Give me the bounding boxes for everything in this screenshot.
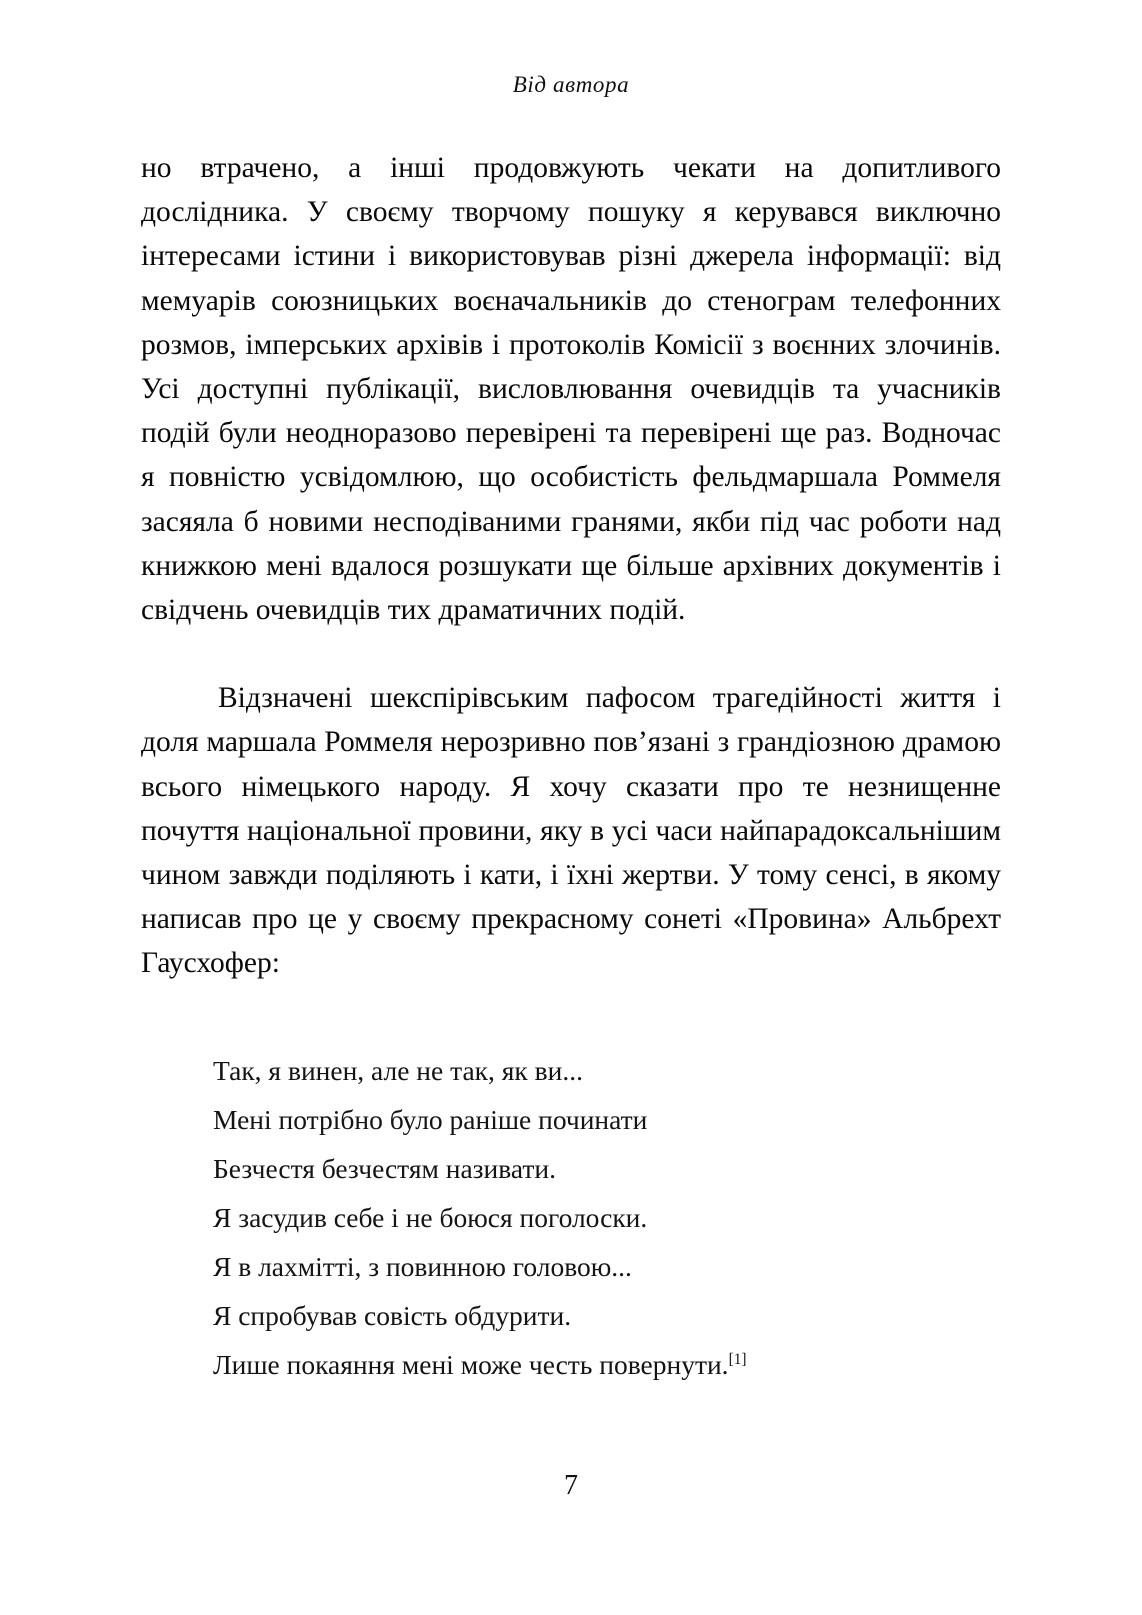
verse-line bbox=[213, 1291, 1001, 1340]
running-head: Від автора bbox=[512, 72, 630, 97]
page-content bbox=[141, 146, 1001, 1389]
body-paragraph-1: но втрачено, а інші продовжують чекати на допитливого дослідника. У своєму творчому пошуку я керувався виключно інтересами істини і використовував різні джерела інформації: від мемуарів союзницьких воєначальників до стенограм телефонних розмов, імперських архівів і протоколів Комісії з воєнних злочинів. Усі доступні публікації, висловлювання очевидців та учасників подій були неодноразово перевірені та перевірені ще раз. Водночас я повністю усвідомлюю, що особистість фельдмаршала Роммеля засяяла б новими несподіваними гранями, якби під час роботи над книжкою мені вдалося розшукати ще більше архівних документів і свідчень очевидців тих драматичних подій. bbox=[141, 152, 1001, 627]
verse-line bbox=[213, 1046, 1001, 1095]
verse-line-text: Так, я винен, але не так, як ви... bbox=[213, 1054, 583, 1086]
footnote-ref[interactable]: [1] bbox=[728, 1350, 747, 1368]
verse-line-text: Лише покаяння мені може честь повернути. bbox=[213, 1348, 729, 1380]
body-paragraph-2: Відзначені шекспірівським пафосом трагедійності життя і доля маршала Роммеля нерозривно пов’язані з грандіозною драмою всього німецького народу. Я хочу сказати про те незнищенне почуття національної провини, яку в усі часи найпарадоксальнішим чином завжди поділяють і кати, і їхні жертви. У тому сенсі, в якому написав про це у своєму прекрасному сонеті «Провина» Альбрехт Гаусхофер: bbox=[141, 682, 1001, 980]
verse-line-text: Я засудив себе і не боюся поголоски. bbox=[213, 1201, 648, 1233]
verse-line bbox=[213, 1340, 1001, 1389]
verse-line-text: Мені потрібно було раніше починати bbox=[213, 1103, 648, 1135]
paragraph-spacer bbox=[141, 632, 1001, 676]
verse-line bbox=[213, 1144, 1001, 1193]
verse-block bbox=[213, 1046, 1001, 1389]
verse-list bbox=[213, 1046, 1001, 1389]
verse-line-text: Безчестя безчестям називати. bbox=[213, 1152, 556, 1184]
verse-line bbox=[213, 1242, 1001, 1291]
verse-line bbox=[213, 1095, 1001, 1144]
verse-line-text: Я в лахмітті, з повинною головою... bbox=[213, 1250, 632, 1282]
verse-line bbox=[213, 1193, 1001, 1242]
page-number: 7 bbox=[564, 1470, 578, 1501]
verse-line-text: Я спробував совість обдурити. bbox=[213, 1299, 572, 1331]
